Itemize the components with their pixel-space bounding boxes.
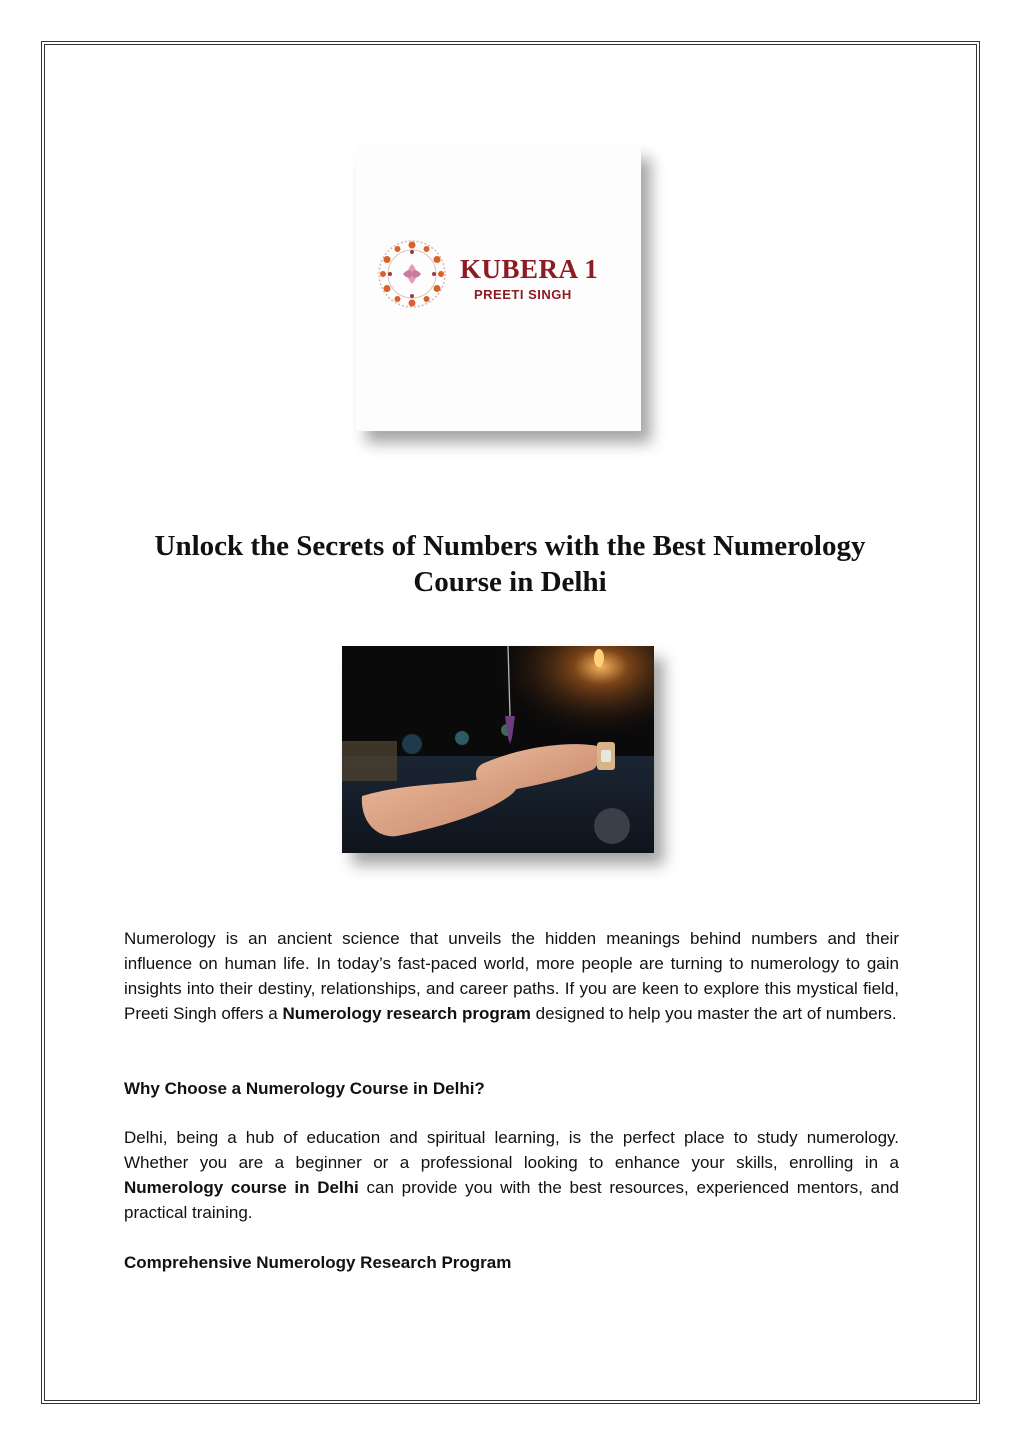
delhi-text: Delhi, being a hub of education and spiritual learning, is the perfect place to study numerology. Whether you are a beginner or a professional looking to enhance your skills, enrolling in a	[124, 1128, 899, 1172]
delhi-paragraph	[124, 1125, 899, 1225]
intro-text-end: designed to help you master the art of numbers.	[530, 1004, 897, 1023]
section-heading-program: Comprehensive Numerology Research Program	[124, 1253, 512, 1272]
logo-title: KUBERA 1	[460, 254, 599, 284]
logo-card	[356, 146, 641, 431]
palm-reading-photo	[342, 646, 654, 853]
numerology-research-program-link-text: Numerology research program	[282, 1004, 531, 1023]
section-heading-why: Why Choose a Numerology Course in Delhi?	[124, 1079, 485, 1098]
logo-subtitle: PREETI SINGH	[474, 287, 572, 302]
palm-pendulum-image	[342, 646, 654, 853]
page-title: Unlock the Secrets of Numbers with the Best Numerology Course in Delhi	[154, 530, 866, 598]
intro-text: Numerology is an ancient science that unveils the hidden meanings behind numbers and their influence on human life. In today’s fast-paced world, more people are turning to numerology to gain insights into their destiny, relationships, and career paths. If you are keen to explore this mystical field, Preeti Singh offers a	[124, 929, 899, 1023]
intro-paragraph	[124, 926, 899, 1026]
delhi-text-end: can provide you with the best resources, experienced mentors, and practical training.	[124, 1178, 899, 1222]
numerology-course-delhi-text: Numerology course in Delhi	[124, 1178, 359, 1197]
zodiac-wheel-icon	[376, 238, 448, 310]
